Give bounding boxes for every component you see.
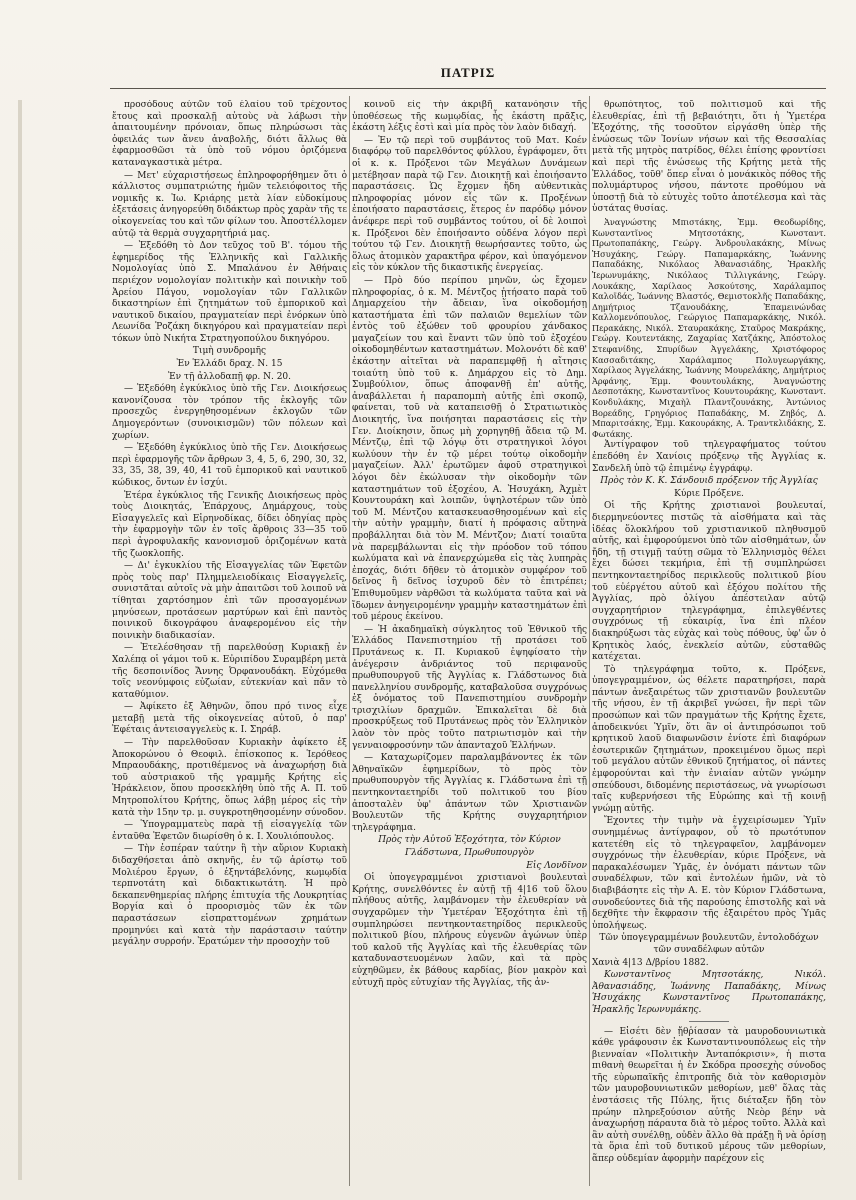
subscription-heading: Τιμὴ συνδρομῆς	[192, 346, 267, 357]
paragraph: Ἑτέρα ἐγκύκλιος τῆς Γενικῆς Διοικήσεως πρὸς τοὺς Διοικητάς, Ἐπάρχους, Δημάρχους, τοὺς Εἰσαγγελεῖς καὶ Εἰρηνοδίκας, δίδει ὁδηγίας πρὸς τὴν ἐφαρμογὴν τῶν ἐν τοῖς ἄρθροις 33—35 τοῦ περὶ ἀγροφυλακῆς κανονισμοῦ ὁριζομένων κατὰ τῆς ζωοκλοπῆς.	[112, 490, 347, 559]
telegram-place: Εἰς Λονδῖνον	[526, 860, 587, 871]
header-rule	[110, 88, 826, 89]
paragraph: Οἱ τῆς Κρήτης χριστιανοὶ βουλευταί, διερμηνεύοντες πιστῶς τὰ αἰσθήματα καὶ τὰς ἰδέας ὅλοκλήρου τοῦ χριστιανικοῦ πληθυσμοῦ αὐτῆς, καὶ ἐμφορούμενοι ὑπὸ τῶν αἰσθημάτων, ὧν ἤδη, τῇ στιγμῇ ταύτῃ σῶμα τὸ Ἑλληνισμὸς θέλει ἔχει δώσει τεκμήρια, ἐπὶ τῇ συμπληρώσει πεντηκονταετηρίδος περικλεοῦς πολιτικοῦ βίου τοῦ εὐέργέτου αὐτοῦ καὶ ἐξόχου πολίτου τῆς Ἀγγλίας, πρὸ ὀλίγου ἀπέστειλαν αὐτῷ συγχαρητήριον τηλεγράφημα, ἐπιλεγθέντες συγχρόνως τῇ εὐκαιρίᾳ, ἵνα ἐπὶ πλέον διακηρύξωσι τὰς εὐχὰς καὶ τοὺς πόθους, ὑφ' ὧν ὁ Κρητικὸς λαός, ἐνεκλείσ αὐτῶν, εὐσταθῶς κατέχεται.	[592, 501, 826, 663]
signatories-list: Ἀναγνώστης Μπιστάκης, Ἐμμ. Θεοδωρίδης, Κωνσταντῖνος Μητσοτάκης, Κωνσταντ. Πρωτοπαπάκης, Γεώργ. Ἀνδρουλακάκης, Μίνως Ἡσυχάκης, Γεώργ. Παπαμαρκάκης, Ἰωάννης Παπαδάκης, Νικόλαος Ἀθανασιάδης, Ἡρακλῆς Ἱερωνυμάκης, Νικόλαος Τιλλιγκάνης, Γεώργ. Λουκάκης, Χαρίλαος Ἀσκούτσης, Χαράλαμπος Καλοϊδάς, Ἰωάννης Βλαστός, Θεμιστοκλῆς Παπαδάκης, Δημήτριος Τζανουδάκης, Ἐπαμεινώνδας Καλλομενόπουλος, Γεώργιος Παπαμαρκάκης, Νικόλ. Περακάκης, Νικόλ. Σταυρακάκης, Σταῦρος Μακράκης, Γεώργ. Κουτεντάκης, Ζαχαρίας Χατζάκης, Ἀπόστολος Στεφανίδης, Σπυρίδων Ἀγγελάκης, Χριστόφορος Κασσαδιτάκης, Χαράλαμπος Πολυγεωργάκης, Χαρίλαος Ἀγγελάκης, Ἰωάννης Μουρελάκης, Δημήτριος Ἀρφάνης, Ἐμμ. Φουντουλάκης, Ἀναγνώστης Δεσποτάκης, Κωνσταντῖνος Κουντουράκης, Κωνσταντ. Κονδυλάκης, Μιχαὴλ Πλαντζουνάκης, Ἀντώνιος Βορεάδης, Γρηγόριος Παπαδάκης, Μ. Ζηβός, Δ. Μπαριτσάκης, Ἐμμ. Κακουράκης, Α. Τραντκλιδάκης, Σ. Φωτάκης.	[592, 216, 826, 439]
paragraph: — Ἡ ἀκαδημαϊκὴ σύγκλητος τοῦ Ἐθνικοῦ τῆς Ἑλλάδος Πανεπιστημίου τῇ προτάσει τοῦ Πρυτάνεως κ. Π. Κυριακοῦ ἐψηφίσατο τὴν ἀνέγερσιν ἀνδριάντος τοῦ περιφανοῦς πρωθυπουργοῦ τῆς Ἀγγλίας κ. Γλάδστωνος διὰ πανελληνίου συνδρομῆς, καταβαλοῦσα συγχρόνως ἐξ ὀνόματος τοῦ Πανεπιστημίου συνδρομὴν τρισχιλίων δραχμῶν. Ἐπικαλεῖται δὲ διὰ προσκρύξεως τοῦ Πρυτάνεως πρὸς τὸν Ἑλληνικὸν λαὸν τὸν πρὸς τοῦτο πατριωτισμὸν καὶ τὴν γενναιοφροσύνην τῶν ἁπανταχοῦ Ἑλλήνων.	[352, 624, 587, 751]
column-2	[352, 100, 587, 1185]
paragraph: Ἀντίγραφον τοῦ τηλεγραφήματος τούτου ἐπεδόθη ἐν Χανίοις πρόξενῳ τῆς Ἀγγλίας κ. Σανδελῆ ὑπὸ τῷ ἐπιμένῳ ἐγγράφῳ.	[592, 440, 826, 474]
paragraph: Ἔχοντες τὴν τιμὴν νὰ ἐγχειρίσωμεν Ὑμῖν συνημμένως ἀντίγραφον, οὗ τὸ πρωτότυπον κατετέθη εἰς τὸ τηλεγραφεῖον, λαμβάνομεν συγχρόνως τὴν ἐλευθερίαν, κύριε Πρόξενε, νὰ παρακαλέσωμεν Ὑμᾶς, ἐν ὀνόματι πάντων τῶν συναδέλφων, τῶν καὶ ἐντολέων ἡμῶν, νὰ τὸ διαβιβάσητε εἰς τὴν Α. Ε. τὸν Κύριον Γλάδστωνα, συνοδεύοντες διὰ τῆς παρούσης ἐπιστολῆς καὶ νὰ δεχθῆτε τὴν ἔκφρασιν τῆς ἐξαιρέτου πρὸς Ὑμᾶς ὑπολήψεως.	[592, 816, 826, 931]
subscription-price: Ἐν Ἑλλάδι δραχ. Ν. 15	[176, 359, 283, 370]
paragraph: — Ἐν τῷ περὶ τοῦ συμβάντος τοῦ Ματ. Κοέν διαφόρῳ τοῦ παρελθόντος φύλλου, ἐγράφομεν, ὅτι οἱ κ. κ. Πρόξενοι τῶν Μεγάλων Δυνάμεων μετέβησαν παρὰ τῷ Γεν. Διοικητῇ καὶ ἐποιήσαντο παραστάσεις. Ὡς ἔχομεν ἤδη αὐθεντικὰς πληροφορίας μόνον εἷς τῶν κ. Προξένων ἐποιήσατο παραστάσεις, ἕτερος ἐν παρόδῳ μόνον ἀνέφερε περὶ τοῦ συμβάντος τούτου, οἱ δὲ λοιποὶ κ. Πρόξενοι δὲν ἐποιήσαντο οὐδένα λόγον περὶ τούτου τῷ Γεν. Διοικητῇ θεωρήσαντες τοῦτο, ὡς ὅλως ἀτομικὸν χαρακτῆρα φέρον, καὶ ὑπαγόμενον εἰς τὸν κύκλον τῆς δικαστικῆς ἐνεργείας.	[352, 135, 587, 274]
column-3	[592, 100, 826, 1185]
paragraph: προσόδους αὐτῶν τοῦ ἐλαίου τοῦ τρέχοντος ἔτους καὶ προσκαλῇ αὐτοὺς νὰ λάβωσι τὴν ἀπαιτουμένην πρόνοιαν, ὅπως πληρώσωσι τὰς ὀφειλάς των ἄνευ ἀναβολῆς, διότι ἄλλως θὰ ἐφαρμοσθῶσι τὰ ὑπὸ τοῦ νόμου ὁριζόμενα καταναγκαστικὰ μέτρα.	[112, 100, 347, 168]
paragraph: Οἱ ὑπογεγραμμένοι χριστιανοὶ βουλευταὶ Κρήτης, συνελθόντες ἐν αὐτῇ τῇ 4|16 τοῦ ὅλου πλήθους αὐτῆς, λαμβάνομεν τὴν ἐλευθερίαν νὰ συγχαρῶμεν τὴν Ὑμετέραν Ἐξοχότητα ἐπὶ τῇ συμπληρώσει πεντηκονταετηρίδος περικλεοῦς πολιτικοῦ βίου, πλήρους εὐγενῶν ἀγώνων ὑπὲρ τοῦ καλοῦ τῆς Ἀγγλίας καὶ τῆς ἐλευθερίας τῶν καταδυναστευομένων λαῶν, καὶ τὰ πρὸς εὐχηθῶμεν, ἐκ βάθους καρδίας, βίον μακρὸν καὶ εὐτυχῆ πρὸς εὐτυχίαν τῆς Ἀγγλίας, τῆς ἀν-	[352, 873, 587, 988]
paragraph: — Ἐξεδόθη ἐγκύκλιος ὑπὸ τῆς Γεν. Διοικήσεως περὶ ἐφαρμογῆς τῶν ἄρθρων 3, 4, 5, 6, 290, 30, 32, 33, 35, 38, 39, 40, 41 τοῦ ἐμπορικοῦ καὶ ναυτικοῦ κώδικος, ὄντων ἐν ἰσχύι.	[112, 443, 347, 488]
paragraph: — Τὴν ἑσπέραν ταύτην ἢ τὴν αὔριον Κυριακὴ διδαχθήσεται ἀπὸ σκηνῆς, ἐν τῷ ἀρίστῳ τοῦ Μολιέρου ἔργων, ὁ ἐξηντάβελόνης, κωμῳδία τερπνοτάτη καὶ διδακτικωτάτη. Ἡ πρὸ δεκαπενθημερίας πλήρης ἐπιτυχία τῆς Λουκρητίας Βοργία καὶ ὁ προορισμὸς τῶν ἐκ τῶν παραστάσεων εἰσπραττομένων χρημάτων προμηνύει καὶ κατὰ τὴν παράστασιν ταύτην μεγάλην συρροήν. Ἐρατώμεν τὴν προσοχὴν τοῦ	[112, 844, 347, 948]
column-separator	[349, 96, 350, 1186]
masthead	[110, 62, 826, 82]
section-divider	[689, 1021, 729, 1022]
letter-date: Χανιὰ 4|13 Δ/βρίου 1882.	[592, 957, 709, 968]
column-separator	[589, 96, 590, 1186]
paragraph: — Ἐτελέσθησαν τῇ παρελθούσῃ Κυριακῇ ἐν Χαλέπᾳ οἱ γάμοι τοῦ κ. Εὐριπίδου Συραμβέρη μετὰ τῆς δεσποινίδος Ἄννης Ὀρφανουδάκη. Εὐχόμεθα τοῖς νεονύμφοις εὐζωίαν, εὐτεκνίαν καὶ πᾶν τὸ καταθύμιον.	[112, 643, 347, 700]
letter-closing: Τῶν ὑπογεγραμμένων βουλευτῶν, ἐντολοδόχων τῶν συναδέλφων αὐτῶν	[599, 933, 819, 955]
paragraph: — Ἀφίκετο ἐξ Ἀθηνῶν, ὅπου πρό τινος εἶχε μεταβῇ μετὰ τῆς οἰκογενείας αὐτοῦ, ὁ παρ' Ἐφέταις ἀντεισαγγελεὺς κ. Ι. Σηράβ.	[112, 702, 347, 736]
page-edge-shadow	[18, 100, 22, 1180]
paragraph: — Δι' ἐγκυκλίου τῆς Εἰσαγγελίας τῶν Ἐφετῶν πρὸς τοὺς παρ' Πλημμελειοδίκαις Εἰσαγγελεῖς, συνιστᾶται αὐτοῖς νὰ μὴν ἀπαιτῶσι τοῦ λοιποῦ νὰ τίθηται χαρτόσημον ἐπὶ τῶν προσαγομένων μηνύσεων, προτάσεων μαρτύρων καὶ ἐπὶ παντὸς ποινικοῦ δικογράφου ἀναφερομένου εἰς τὴν ποινικὴν διαδικασίαν.	[112, 561, 347, 641]
paragraph: — Ἐξεδόθη ἐγκύκλιος ὑπὸ τῆς Γεν. Διοικήσεως κανονίζουσα τὸν τρόπον τῆς ἐκλογῆς τῶν προσεχῶς ἐνεργηθησομένων ἐκλογῶν τῶν Δημογερόντων (συνοικισμῶν) τῶν πόλεων καὶ χωρίων.	[112, 384, 347, 441]
newspaper-title: ΠΑΤΡΙΣ	[440, 65, 496, 80]
column-1	[112, 100, 347, 1185]
paragraph: θρωπότητος, τοῦ πολιτισμοῦ καὶ τῆς ἐλευθερίας, ἐπὶ τῇ βεβαιότητι, ὅτι ἡ Ὑμετέρα Ἐξοχότης, τῆς τοσοῦτον εἰργάσθη ὑπὲρ τῆς ἑνώσεως τῶν Ἰονίων νήσων καὶ τῆς Θεσσαλίας μετὰ τῆς μητρὸς πατρίδος, θέλει ἐπίσης φροντίσει καὶ περὶ τῆς ἑνώσεως τῆς Κρήτης μετὰ τῆς Ἑλλάδος, τοῦθ' ὅπερ εἶναι ὁ μονάκικὸς πόθος τῆς πολυμάρτυρος νήσου, πάντοτε προθύμου νὰ ὑποστῇ διὰ τὸ εὐτυχὲς τοῦτο ἀποτέλεσμα καὶ τὰς ὑστάτας θυσίας.	[592, 100, 826, 215]
paragraph: — Εἰσέτι δὲν ᾔθῥίασαν τὰ μαυροδουνιωτικὰ κάθε γράφουσιν ἐκ Κωνσταντινουπόλεως εἰς τὴν βιενναίαν «Πολιτικὴν Ἀνταπόκρισιν», ἡ πιστα πιθανὴ θεωρεῖται ἡ ἐν Σκόδρα προσεχὴς σύνοδος τῆς εὐρωπαϊκῆς ἐπιτροπῆς διὰ τὸν καθορισμὸν τῶν μαυροβουνιωτικῶν μεθορίων, μεθ' ὅλας τὰς ἐνστάσεις τῆς Πύλης, ἥτις διέταξεν ἤδη τὸν πρώην πληρεξούσιον αὐτῆς Νεὸρ βέην νὰ ἀναχωρήσῃ πάραυτα διὰ τὸ μέρος τοῦτο. Ἀλλὰ καὶ ἂν αὐτὴ συνέλθῃ, οὐδὲν ἄλλο θὰ πράξῃ ἢ νὰ ὁρίσῃ τὰ ὅρια ἐπὶ τοῦ δυτικοῦ μέρους τῶν μεθορίων, ἅπερ οὐδεμίαν ἀφορμὴν παρέχουν εἰς	[592, 1026, 826, 1165]
paragraph: — Ἐξεδόθη τὸ Δον τεῦχος τοῦ Β'. τόμου τῆς ἐφημερίδος τῆς Ἑλληνικῆς καὶ Γαλλικῆς Νομολογίας ὑπὸ Σ. Μπαλάνου ἐν Ἀθήναις περιέχον νομολογίαν πολιτικὴν καὶ ποινικὴν τοῦ Ἀρείου Πάγου, νομολογίαν τῶν Γαλλικῶν δικαστηρίων ἐπὶ ζητημάτων τοῦ ἐμπορικοῦ καὶ ναυτικοῦ δικαίου, πραγματείαν περὶ ἐνόρκων ὑπὸ Λεωνίδα Ῥοζάκη δικηγόρου καὶ πραγματείαν περὶ τόκων ὑπὸ Νικήτα Στρατηγοπούλου δικηγόρου.	[112, 241, 347, 344]
letter-signatures: Κωνσταντῖνος Μητσοτάκης, Νικόλ. Ἀθανασιάδης, Ἰωάννης Παπαδάκης, Μίνως Ἡσυχάκης Κωνσταντῖνος Πρωτοπαπάκης, Ἡρακλῆς Ἱερωνυμάκης.	[592, 970, 826, 1015]
letter-salutation: Κύριε Πρόξενε.	[674, 488, 744, 499]
subscription-price: Ἐν τῇ ἀλλοδαπῇ φρ. Ν. 20.	[167, 371, 292, 382]
paragraph: Τὸ τηλεγράφημα τοῦτο, κ. Πρόξενε, ὑπογεγραμμένον, ὡς θέλετε παρατηρήσει, παρὰ πάντων ἀνεξαιρέτως τῶν χριστιανῶν βουλευτῶν τῆς νήσου, ἐν τῇ ἀκριβεῖ γνώσει, ἣν περὶ τῶν προσώπων καὶ τῶν πραγμάτων τῆς Κρήτης ἔχετε, ἀποδεικνύει Ὑμῖν, ὅτι ἂν οἱ ἀντιπρόσωποι τοῦ κρητικοῦ λαοῦ διαφωνῶσιν ἐνίοτε ἐπὶ διαφόρων ἐσωτερικῶν ζητημάτων, προκειμένου ὅμως περὶ τοῦ μεγάλου αὐτῶν ἐθνικοῦ ζητήματος, οἱ πάντες ἐμφορούνται καὶ τὴν ἐνιαίαν αὐτῶν γνώμην σπεύδουσι, διδομένης περιστάσεως, νὰ γνωρίσωσι ταῖς κυβερνήσεσι τῆς Εὐρώπης καὶ τῇ κοινῇ γνώμῃ αὐτῆς.	[592, 664, 826, 814]
paragraph: — Ὑπογραμματεὺς παρὰ τῇ εἰσαγγελίᾳ τῶν ἐνταῦθα Ἐφετῶν διωρίσθη ὁ κ. Ι. Χουλιόπουλος.	[112, 820, 347, 842]
paragraph: — Τὴν παρελθοῦσαν Κυριακὴν ἀφίκετο ἐξ Ἀποκορώνου ὁ Θεοφιλ. ἐπίσκοπος κ. Ἱερόθεος Μπραουδάκης, προτιθέμενος νὰ ἀναχωρήσῃ διὰ τοῦ αὐστριακοῦ τῆς γραμμῆς Κρήτης εἰς Ἡράκλειον, ὅπου προσεκλήθη ὑπὸ τῆς Α. Π. τοῦ Μητροπολίτου Κρήτης, ὅπως λάβῃ μέρος εἰς τὴν κατὰ τὴν 15ην τρ. μ. συγκροτηθησομένην σύνοδον.	[112, 738, 347, 818]
paragraph: κοινοῦ εἰς τὴν ἀκριβῆ κατανόησιν τῆς ὑποθέσεως τῆς κωμῳδίας, ἧς ἑκάστη πρᾶξις, ἑκάστη λέξις ἐστὶ καὶ μία πρὸς τὸν λαὸν διδαχή.	[352, 100, 587, 134]
telegram-recipient: Γλάδστωνα, Πρωθυπουργὸν	[405, 848, 534, 858]
letter-address: Πρὸς τὸν Κ. Κ. Σάνδουιδ πρόξενον τῆς Ἀγγλίας	[600, 476, 818, 487]
paragraph: — Καταχωρίζομεν παραλαμβάνοντες ἐκ τῶν Ἀθηναϊκῶν ἐφημερίδων, τὸ πρὸς τὸν πρωθυπουργὸν τῆς Ἀγγλίας κ. Γλάδστωνα ἐπὶ τῇ πεντηκονταετηρίδι τοῦ πολιτικοῦ του βίου ἀποσταλὲν ὑφ' ἁπάντων τῶν Χριστιανῶν Βουλευτῶν τῆς Κρήτης συγχαρητήριον τηλεγράφημα.	[352, 753, 587, 833]
paragraph: — Μετ' εὐχαριστήσεως ἐπληροφορήθημεν ὅτι ὁ κάλλιστος συμπατριώτης ἡμῶν τελειόφοιτος τῆς νομικῆς κ. Ἰω. Κριάρης μετὰ λίαν εὐδοκίμους ἐξετάσεις ἀνηγορεύθη διδάκτωρ πρὸς χαρὰν τῆς τε οἰκογενείας του καὶ τῶν φίλων του. Ἀποστέλλομεν αὐτῷ τὰ θερμὰ συγχαρητήριά μας.	[112, 170, 347, 239]
telegram-address: Πρὸς τὴν Αὐτοῦ Ἐξοχότητα, τὸν Κύριον	[378, 835, 561, 846]
paragraph: — Πρὸ δύο περίπου μηνῶν, ὡς ἔχομεν πληροφορίας, ὁ κ. Μ. Μέντζος ᾐτήσατο παρὰ τοῦ Δημαρχείου τὴν ἄδειαν, ἵνα οἰκοδομήσῃ καταστήματα ἐπὶ τῶν παλαιῶν θεμελίων τῶν ἐντὸς τοῦ ἐξώθεν τοῦ φρουρίου χάνδακος μαγαζείων του καὶ ἔναντι τῶν ὑπὸ τοῦ ἐξοχέου οἰκοδομηθέντων καταστημάτων. Μολονότι δὲ καθ' ἑκάστην αἰτεῖται νὰ παραπεμφθῇ ἡ αἴτησις τοιαύτη ὑπὸ τοῦ κ. Δημάρχου εἰς τὸ Δημ. Συμβούλιον, ὅπως ἀποφανθῇ ἐπ' αὐτῆς, ἀναβάλλεται ἡ παραπομπὴ αὐτῆς ἐπὶ σκοπῷ, φαίνεται, τοῦ νὰ καταπεισθῇ ὁ Στρατιωτικὸς Διοικητής, ἵνα ποιήσηται παραστάσεις εἰς τὴν Γεν. Διοίκησιν, ὅπως μὴ χορηγηθῇ ἄδεια τῷ Μ. Μέντζῳ, ἐπὶ τῷ λόγῳ ὅτι στρατηγικοὶ λόγοι κωλύουν τὴν ἐν τῷ μέρει τούτῳ οἰκοδομὴν μαγαζείων. Ἀλλ' ἐρωτῶμεν ἀφοῦ στρατηγικοὶ λόγοι δὲν ἐκώλυσαν τὴν οἰκοδομὴν τῶν καταστημάτων τοῦ ἐξοχέου, Α. Ἠσυχάκη, Ἀχμὲτ Κουντουράκη καὶ λοιπῶν, ὑψηλοτέρων τῶν ὑπὸ τοῦ Μ. Μέντζου κατασκευασθησομένων καὶ εἰς τὴν αὐτὴν γραμμὴν, διατί ἡ πρόφασις αὕτηνὰ προβάλληται διὰ τὸν Μ. Μέντζον; Διατί τοιαῦτα νὰ παρεμβάλωνται εἰς τὴν πρόοδον τοῦ τόπου κωλύματα καὶ νὰ ἐπανερχώμεθα εἰς τὰς λυπηρὰς ἐποχάς, διότι δῆθεν τὸ ἀτομικὸν συμφέρον τοῦ δεῖνος ἢ δεῖνος ἰσχυροῦ δὲν τὸ ἐπιτρέπει; Ἐπιθυμοῦμεν νὰρθῶσι τὰ κωλύματα ταῦτα καὶ νὰ ἴδωμεν ἀνηγειρομένην γραμμὴν καταστημάτων ἐπὶ τοῦ μέρους ἐκείνου.	[352, 275, 587, 623]
